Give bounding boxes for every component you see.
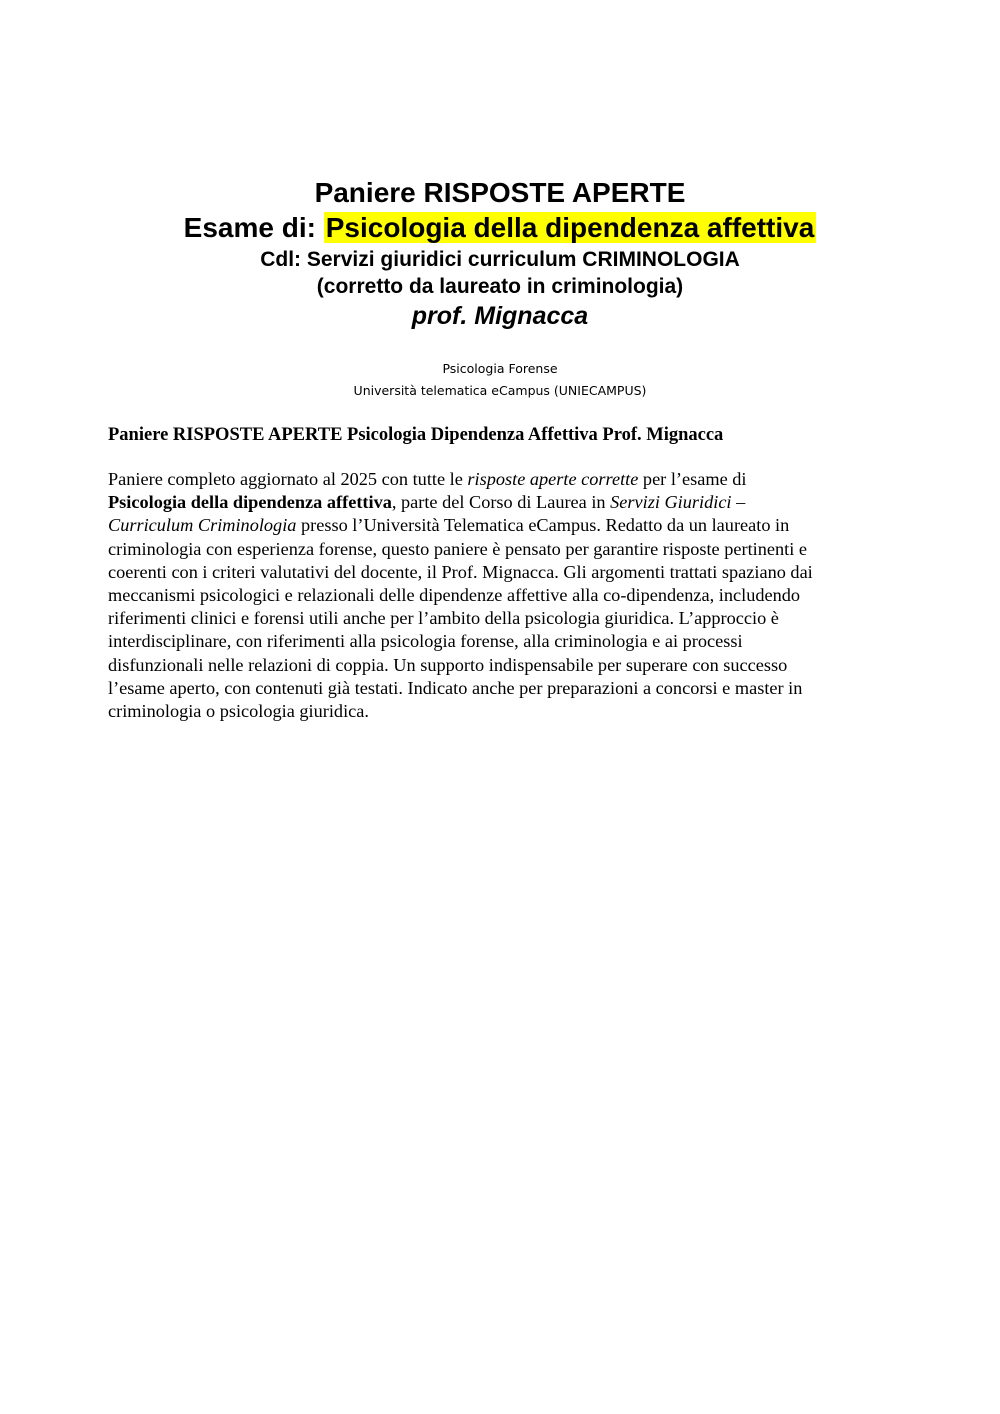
body-text-italic: risposte aperte corrette xyxy=(467,469,639,489)
exam-line xyxy=(0,210,1000,246)
exam-name-highlighted: Psicologia della dipendenza affettiva xyxy=(325,212,815,243)
body-line: interdisciplinare, con riferimenti alla psicologia forense, alla criminologia e ai processi xyxy=(108,631,743,652)
body-line xyxy=(108,468,898,491)
body-text-run: Paniere completo aggiornato al 2025 con tutte le xyxy=(108,469,468,489)
course-line: Cdl: Servizi giuridici curriculum CRIMINOLOGIA xyxy=(260,248,740,271)
body-paragraph xyxy=(108,468,898,723)
body-text-italic: Curriculum Criminologia xyxy=(108,515,297,536)
university-name: Università telematica eCampus (UNIECAMPUS) xyxy=(353,383,647,398)
body-line xyxy=(108,514,898,537)
correction-note: (corretto da laureato in criminologia) xyxy=(316,275,684,298)
body-text-italic: Servizi Giuridici – xyxy=(610,492,746,513)
exam-prefix: Esame di: xyxy=(183,212,324,243)
body-text-run: presso l’Università Telematica eCampus. Redatto da un laureato in xyxy=(296,515,790,536)
title-block xyxy=(0,176,1000,331)
body-line: criminologia o psicologia giuridica. xyxy=(108,701,369,722)
body-line: disfunzionali nelle relazioni di coppia. Un supporto indispensabile per superare con successo xyxy=(108,654,788,675)
body-line: criminologia con esperienza forense, questo paniere è pensato per garantire risposte pertinenti e xyxy=(108,538,807,559)
body-line xyxy=(108,491,898,514)
body-line: riferimenti clinici e forensi utili anche per l’ambito della psicologia giuridica. L’approccio è xyxy=(108,608,779,629)
subtitle-block xyxy=(0,358,1000,402)
document-title: Paniere RISPOSTE APERTE xyxy=(314,177,686,208)
body-text-bold: Psicologia della dipendenza affettiva xyxy=(108,492,392,513)
subject-area: Psicologia Forense xyxy=(442,361,558,376)
body-line: meccanismi psicologici e relazionali delle dipendenze affettive alla co-dipendenza, includendo xyxy=(108,585,801,606)
body-line: coerenti con i criteri valutativi del docente, il Prof. Mignacca. Gli argomenti trattati spaziano dai xyxy=(108,561,813,582)
professor-name: prof. Mignacca xyxy=(411,302,589,330)
body-text-run: per l’esame di xyxy=(638,469,747,489)
body-text-run: , parte del Corso di Laurea in xyxy=(391,492,611,513)
section-heading: Paniere RISPOSTE APERTE Psicologia Dipendenza Affettiva Prof. Mignacca xyxy=(108,425,724,445)
body-line: l’esame aperto, con contenuti già testati. Indicato anche per preparazioni a concorsi e master in xyxy=(108,677,803,698)
